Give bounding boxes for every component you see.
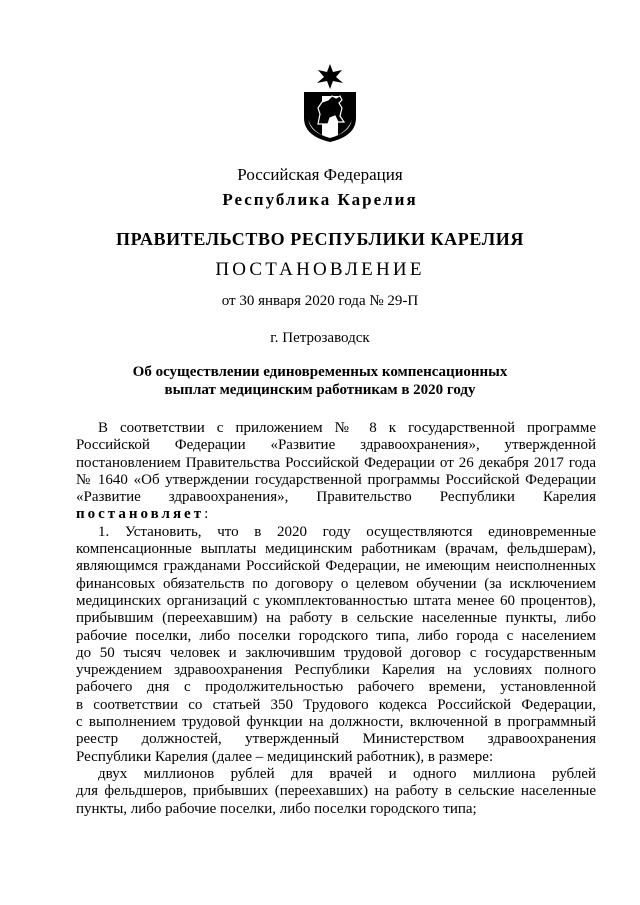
preamble-line: «Развитие здравоохранения», Правительство Республики Карелия [76,489,596,506]
resolves-word: постановляет [76,506,205,523]
clause-line: реестр должностей, утвержденный Министерством здравоохранения [76,731,596,748]
preamble-line: Российской Федерации «Развитие здравоохранения», утвержденной [76,437,596,454]
decree-type: ПОСТАНОВЛЕНИЕ [215,259,425,280]
country-name: Российская Федерация [237,165,403,184]
clause-line: рабочие поселки, либо поселки городского типа, либо города с населением [76,627,596,644]
coat-of-arms-karelia-icon [298,62,362,144]
clause-line: 1. Установить, что в 2020 году осуществляются единовременные [98,523,596,540]
preamble-line: № 1640 «Об утверждении государственной программы Российской Федерации [76,471,596,488]
preamble-line: В соответствии с приложением № 8 к государственной программе [98,420,596,436]
amount-line: двух миллионов рублей для врачей и одного миллиона рублей [98,765,596,782]
clause-line: компенсационные выплаты медицинским работникам (врачам, фельдшерам), [76,541,596,558]
clause-line: в соответствии со статьей 350 Трудового кодекса Российской Федерации, [76,696,596,713]
city-name: г. Петрозаводск [270,330,370,346]
clause-line: Республики Карелия (далее – медицинский работник), в размере: [76,748,494,765]
subject-line: Об осуществлении единовременных компенсационных [132,364,508,380]
clause-line: медицинских организаций с укомплектованностью штата менее 60 процентов), [76,592,596,609]
resolves-line [76,506,596,523]
clause-line: прибывшим (переехавшим) на работу в сельские населенные пункты, либо [76,610,596,627]
subject-line: выплат медицинским работникам в 2020 году [164,382,476,398]
decree-date-number: от 30 января 2020 года № 29-П [221,293,419,309]
preamble-line: постановлением Правительства Российской Федерации от 26 декабря 2017 года [76,454,596,471]
resolves-suffix: : [204,506,209,523]
clause-line: рабочего дня с продолжительностью рабочего времени, установленной [76,679,596,696]
amount-line: для фельдшеров, прибывших (переехавших) на работу в сельские населенные [76,783,596,800]
clause-line: являющимся гражданами Российской Федерации, не имеющим неисполненных [76,558,596,575]
clause-line: финансовых обязательств по договору о целевом обучении (за исключением [76,575,596,592]
republic-name: Республика Карелия [222,190,418,209]
decree-subject [0,363,640,399]
clause-line: до 50 тысяч человек и заключившим трудовой договор с государственным [76,644,596,661]
decree-body [76,420,596,818]
clause-line: с выполнением трудовой функции на должности, включенной в программный [76,714,596,731]
clause-line: учреждением здравоохранения Республики Карелия на условиях полного [76,662,596,679]
amount-line: пункты, либо рабочие поселки, либо поселки городского типа; [76,800,477,817]
government-title: ПРАВИТЕЛЬСТВО РЕСПУБЛИКИ КАРЕЛИЯ [116,229,524,249]
